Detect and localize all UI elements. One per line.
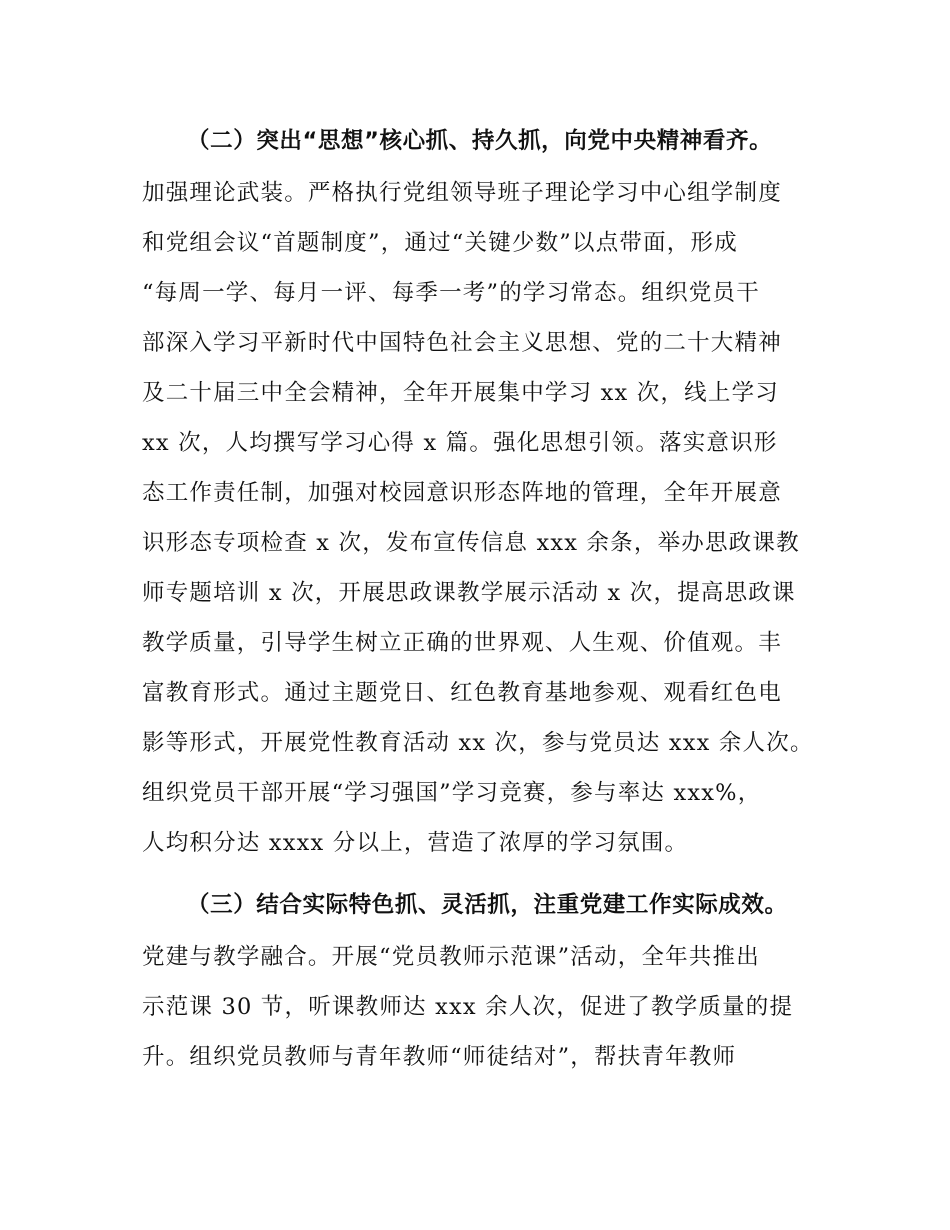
section-3-line-2: 示范课 30 节，听课教师达 xxx 余人次，促进了教学质量的提	[142, 994, 794, 1020]
section-2-line-10: 教学质量，引导学生树立正确的世界观、人生观、价值观。丰	[142, 630, 782, 656]
section-2-line-2: 和党组会议“首题制度”，通过“关键少数”以点带面，形成	[142, 230, 738, 256]
section-2-line-13: 组织党员干部开展“学习强国”学习竞赛，参与率达 xxx%，	[142, 780, 762, 806]
section-2-line-3: “每周一学、每月一评、每季一考”的学习常态。组织党员干	[142, 280, 760, 306]
section-2-line-6: xx 次，人均撰写学习心得 x 篇。强化思想引领。落实意识形	[142, 430, 778, 456]
section-2-line-8: 识形态专项检查 x 次，发布宣传信息 xxx 余条，举办思政课教	[142, 530, 800, 556]
section-3-heading: （三）结合实际特色抓、灵活抓，注重党建工作实际成效。	[187, 892, 788, 918]
section-2-line-14: 人均积分达 xxxx 分以上，营造了浓厚的学习氛围。	[142, 830, 689, 856]
section-2-line-12: 影等形式，开展党性教育活动 xx 次，参与党员达 xxx 余人次。	[142, 730, 814, 756]
section-2-line-4: 部深入学习平新时代中国特色社会主义思想、党的二十大精神	[142, 330, 782, 356]
section-3-line-3: 升。组织党员教师与青年教师“师徒结对”，帮扶青年教师	[142, 1044, 737, 1070]
section-2-line-7: 态工作责任制，加强对校园意识形态阵地的管理，全年开展意	[142, 480, 782, 506]
section-2-line-1: 加强理论武装。严格执行党组领导班子理论学习中心组学制度	[142, 180, 782, 206]
section-2-heading: （二）突出“思想”核心抓、持久抓，向党中央精神看齐。	[187, 128, 773, 154]
section-2-line-9: 师专题培训 x 次，开展思政课教学展示活动 x 次，提高思政课	[142, 580, 796, 606]
section-2-line-5: 及二十届三中全会精神，全年开展集中学习 xx 次，线上学习	[142, 380, 779, 406]
section-2-line-11: 富教育形式。通过主题党日、红色教育基地参观、观看红色电	[142, 680, 782, 706]
section-3-line-1: 党建与教学融合。开展“党员教师示范课”活动，全年共推出	[142, 944, 760, 970]
